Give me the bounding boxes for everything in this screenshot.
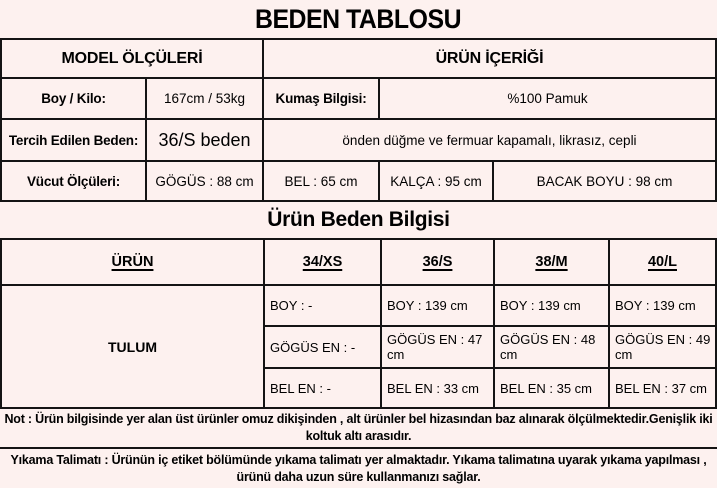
vucut-bel: BEL : 65 cm [264,162,380,202]
product-name: TULUM [2,286,265,409]
size-table [0,238,717,409]
vucut-kalca: KALÇA : 95 cm [380,162,494,202]
bel-en-36s: BEL EN : 33 cm [382,369,495,409]
size-col-38m: 38/M [495,240,610,286]
size-section-banner [0,202,717,238]
kumas-bilgisi-label: Kumaş Bilgisi: [264,79,380,120]
bel-en-40l: BEL EN : 37 cm [610,369,717,409]
gogus-en-36s: GÖGÜS EN : 47 cm [382,327,495,369]
header-urun-icerigi: ÜRÜN İÇERİĞİ [264,40,717,79]
size-col-urun: ÜRÜN [2,240,265,286]
boy-36s: BOY : 139 cm [382,286,495,327]
kumas-bilgisi-value: %100 Pamuk [380,79,717,120]
gogus-en-40l: GÖGÜS EN : 49 cm [610,327,717,369]
boy-34xs: BOY : - [265,286,382,327]
size-col-40l: 40/L [610,240,717,286]
urun-ozellikleri: önden düğme ve fermuar kapamalı, likrasız, cepli [264,120,717,162]
vucut-gogus: GÖGÜS : 88 cm [147,162,264,202]
page-title: BEDEN TABLOSU [255,3,462,34]
gogus-en-38m: GÖGÜS EN : 48 cm [495,327,610,369]
vucut-bacak-boyu: BACAK BOYU : 98 cm [494,162,717,202]
page-title-bar [0,0,717,38]
boy-38m: BOY : 139 cm [495,286,610,327]
boy-kilo-label: Boy / Kilo: [2,79,147,120]
bel-en-38m: BEL EN : 35 cm [495,369,610,409]
size-col-36s: 36/S [382,240,495,286]
bel-en-34xs: BEL EN : - [265,369,382,409]
header-model-olculeri: MODEL ÖLÇÜLERİ [2,40,264,79]
washing-instructions: Yıkama Talimatı : Ürünün iç etiket bölümünde yıkama talimatı yer almaktadır. Yıkama talimatına uyarak yıkama yapılması , ürünü daha uzun süre kullanmanızı sağlar. [10,452,707,484]
size-col-34xs: 34/XS [265,240,382,286]
gogus-en-34xs: GÖGÜS EN : - [265,327,382,369]
size-section-title: Ürün Beden Bilgisi [267,208,450,231]
measurement-note: Not : Ürün bilgisinde yer alan üst ürünler omuz dikişinden , alt ürünler bel hizasından baz alınarak ölçülmektedir.Genişlik iki koltuk altı arasıdır. [0,409,717,449]
tercih-beden-label: Tercih Edilen Beden: [2,120,147,162]
tercih-beden-value: 36/S beden [147,120,264,162]
vucut-olculeri-label: Vücut Ölçüleri: [2,162,147,202]
model-info-table [0,38,717,202]
boy-kilo-value: 167cm / 53kg [147,79,264,120]
boy-40l: BOY : 139 cm [610,286,717,327]
